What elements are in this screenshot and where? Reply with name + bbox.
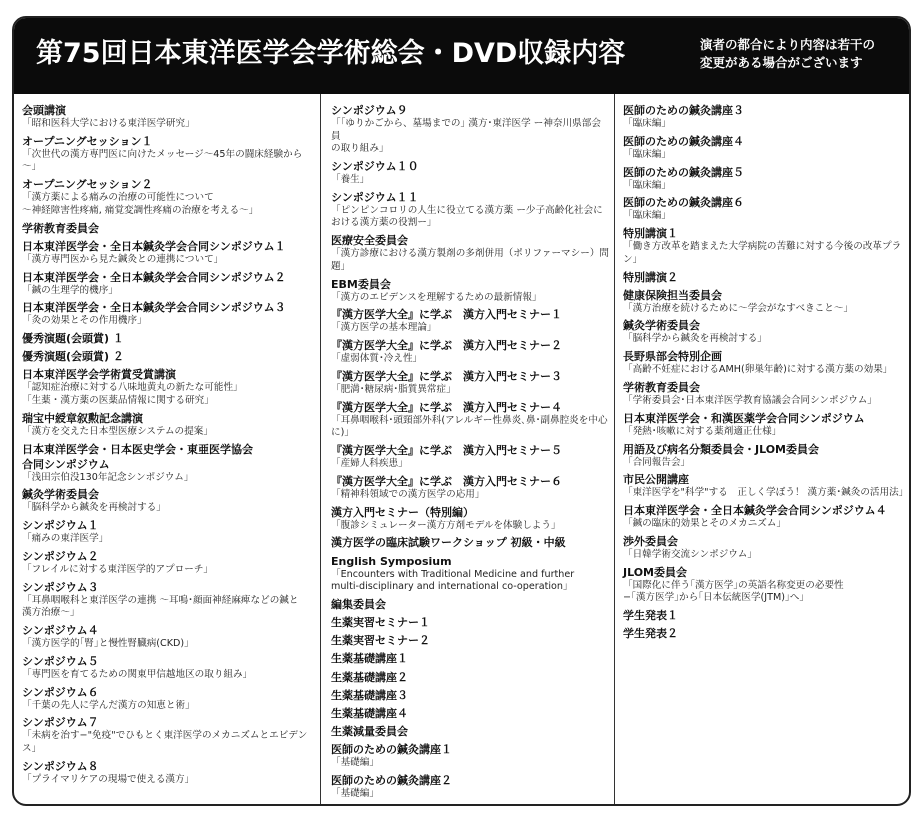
session-title: 日本東洋医学会・和漢医薬学会合同シンポジウム: [623, 411, 865, 425]
program-entry: [331, 277, 610, 305]
session-subtitle: 「精神科領域での漢方医学の応用」: [331, 488, 485, 500]
program-entry: [331, 615, 610, 630]
session-title: シンポジウム１: [22, 519, 99, 533]
program-entry: [331, 535, 610, 550]
session-subtitle: 「国際化に伴う｢漢方医学｣の英語名称変更の必要性 −｢漢方医学｣から｢日本伝統医学(JTM)｣へ」: [623, 579, 844, 604]
session-title: 生薬減量委員会: [331, 725, 408, 739]
program-entry: [623, 503, 904, 531]
session-title: シンポジウム１０: [331, 159, 419, 173]
header-note-line-1: 演者の都合により内容は若干の: [700, 37, 876, 52]
program-entry: [331, 233, 610, 273]
program-entry: [22, 134, 312, 174]
session-title: 渉外委員会: [623, 534, 678, 548]
program-columns: [14, 94, 909, 804]
program-entry: [331, 724, 610, 739]
session-subtitle: 「臨床編」: [623, 210, 671, 222]
session-subtitle: 「耳鼻咽喉科･頭頸部外科(アレルギー性鼻炎､鼻･副鼻腔炎を中心に)」: [331, 414, 608, 439]
session-subtitle: 「認知症治療に対する八味地黄丸の新たな可能性」 「生薬・漢方薬の医薬品情報に関する研究」: [22, 382, 243, 407]
program-entry: [331, 670, 610, 685]
session-subtitle: 「漢方治療を続けるために～学会がなすべきこと～」: [623, 302, 854, 314]
program-entry: [331, 443, 610, 471]
program-entry: [331, 474, 610, 502]
session-title: 生薬実習セミナー１: [331, 616, 430, 630]
session-title: 瑞宝中綬章叙勲記念講演: [22, 411, 143, 425]
session-title: 漢方入門セミナー（特別編）: [331, 505, 474, 519]
session-subtitle: 「漢方専門医から見た鍼灸との連携について」: [22, 253, 224, 265]
session-subtitle: 「合同報告会」: [623, 456, 691, 468]
program-entry: [623, 349, 904, 377]
program-entry: [623, 165, 904, 193]
session-subtitle: 「高齢不妊症におけるAMH(卵巣年齢)に対する漢方薬の効果」: [623, 364, 893, 376]
session-title: 優秀演題(会頭賞) ２: [22, 350, 124, 364]
session-subtitle: 「Encounters with Traditional Medicine and further multi-disciplinary and international co-operation」: [331, 568, 575, 593]
session-title: 特別講演１: [623, 227, 678, 241]
program-entry: [22, 580, 312, 620]
program-column-2: [320, 94, 610, 804]
session-subtitle: 「灸の効果とその作用機序」: [22, 315, 147, 327]
program-entry: [623, 134, 904, 162]
program-entry: [331, 338, 610, 366]
session-title: シンポジウム２: [22, 549, 99, 563]
session-title: 『漢方医学大全』に学ぶ 漢方入門セミナー１: [331, 308, 562, 322]
session-subtitle: 「漢方を交えた日本型医療システムの提案」: [22, 425, 213, 437]
program-entry: [22, 221, 312, 236]
session-title: 日本東洋医学会・全日本鍼灸学会合同シンポジウム１: [22, 239, 286, 253]
session-title: 学術教育委員会: [22, 221, 99, 235]
session-title: 日本東洋医学会・全日本鍼灸学会合同シンポジウム２: [22, 270, 286, 284]
program-entry: [22, 518, 312, 546]
session-title: 日本東洋医学会・日本医史学会・東亜医学協会 合同シンポジウム: [22, 442, 253, 471]
program-entry: [22, 300, 312, 328]
program-entry: [331, 190, 610, 230]
program-entry: [623, 411, 904, 439]
page-title: 第75回日本東洋医学会学術総会・DVD収録内容: [36, 38, 626, 69]
session-subtitle: 「腹診シミュレーター漢方方剤モデルを体験しよう」: [331, 519, 561, 531]
session-subtitle: 「東洋医学を"科学"する 正しく学ぼう！ 漢方薬･鍼灸の活用法」: [623, 487, 909, 499]
session-title: 医師のための鍼灸講座４: [623, 134, 744, 148]
session-subtitle: 「次世代の漢方専門医に向けたメッセージ～45年の闘床経験から～」: [22, 148, 303, 173]
session-title: 健康保険担当委員会: [623, 288, 722, 302]
session-title: JLOM委員会: [623, 565, 688, 579]
session-subtitle: 「フレイルに対する東洋医学的アプローチ」: [22, 563, 214, 575]
session-subtitle: 「千葉の先人に学んだ漢方の知恵と術」: [22, 699, 195, 711]
session-title: 市民公開講座: [623, 473, 689, 487]
session-title: 生薬実習セミナー２: [331, 634, 430, 648]
program-entry: [623, 103, 904, 131]
session-subtitle: 「臨床編」: [623, 179, 671, 191]
program-entry: [22, 411, 312, 439]
session-title: 『漢方医学大全』に学ぶ 漢方入門セミナー４: [331, 400, 562, 414]
session-subtitle: 「発熱･咳嗽に対する薬剤適正仕様」: [623, 425, 782, 437]
session-title: 『漢方医学大全』に学ぶ 漢方入門セミナー３: [331, 369, 562, 383]
session-title: 日本東洋医学会学術賞受賞講演: [22, 368, 176, 382]
program-entry: [331, 597, 610, 612]
session-title: オープニングセッション１: [22, 134, 153, 148]
program-entry: [623, 472, 909, 500]
program-entry: [22, 623, 312, 651]
session-subtitle: 「｢ゆりかごから、墓場までの｣ 漢方･東洋医学 ー神奈川県部会員 の取り組み」: [331, 118, 601, 155]
session-subtitle: 「漢方診療における漢方製剤の多剤併用（ポリファーマシー）問題」: [331, 248, 610, 272]
session-title: 特別講演２: [623, 270, 678, 284]
session-subtitle: 「漢方医学的｢腎｣と慢性腎臓病(CKD)」: [22, 638, 194, 650]
program-entry: [623, 318, 904, 346]
session-title: 会頭講演: [22, 104, 66, 117]
program-entry: [331, 554, 610, 594]
session-title: 日本東洋医学会・全日本鍼灸学会合同シンポジウム３: [22, 301, 286, 315]
program-entry: [22, 270, 312, 298]
session-subtitle: 「ピンピンコロリの人生に役立てる漢方薬 ー少子高齢化社会に おける漢方薬の役割ー」: [331, 204, 603, 229]
session-title: シンポジウム１１: [331, 190, 419, 204]
session-title: 鍼灸学術委員会: [22, 488, 99, 502]
session-subtitle: 「虚弱体質･冷え性」: [331, 353, 423, 365]
program-entry: [331, 742, 610, 770]
session-subtitle: 「働き方改革を踏まえた大学病院の苦難に対する今後の改革プラン」: [623, 241, 902, 265]
session-subtitle: 「漢方のエビデンスを理解するための最新情報」: [331, 291, 542, 303]
session-title: シンポジウム６: [22, 685, 99, 699]
program-entry: [22, 239, 312, 267]
session-subtitle: 「養生」: [331, 173, 370, 185]
program-entry: [22, 349, 312, 364]
session-title: 漢方医学の臨床試験ワークショップ 初級・中級: [331, 536, 566, 550]
session-subtitle: 「未病を治す−"免疫"でひもとく東洋医学のメカニズムとエビデンス」: [22, 730, 308, 755]
session-title: シンポジウム７: [22, 716, 99, 730]
session-subtitle: 「日韓学術交流シンポジウム」: [623, 548, 757, 560]
session-subtitle: 「基礎編」: [331, 788, 379, 800]
header-note: [700, 36, 875, 72]
session-subtitle: 「産婦人科疾患」: [331, 458, 408, 469]
session-title: 生薬基礎講座２: [331, 670, 408, 684]
program-entry: [331, 773, 610, 801]
program-entry: [22, 685, 312, 713]
header-banner: [14, 18, 909, 94]
session-title: 優秀演題(会頭賞) １: [22, 332, 124, 346]
session-title: 用語及び病名分類委員会・JLOM委員会: [623, 442, 820, 456]
program-frame: [12, 16, 911, 806]
program-entry: [22, 487, 312, 515]
program-entry: [331, 400, 610, 440]
program-entry: [331, 688, 610, 703]
session-title: 編集委員会: [331, 597, 386, 611]
session-title: 『漢方医学大全』に学ぶ 漢方入門セミナー２: [331, 339, 562, 353]
session-title: オープニングセッション２: [22, 178, 153, 192]
session-title: シンポジウム８: [22, 759, 99, 773]
program-entry: [623, 565, 904, 605]
program-entry: [22, 103, 312, 131]
program-entry: [22, 442, 312, 485]
session-title: 生薬基礎講座１: [331, 652, 408, 666]
program-entry: [22, 549, 312, 577]
program-entry: [331, 103, 610, 156]
program-entry: [623, 226, 904, 266]
program-entry: [331, 706, 610, 721]
program-entry: [331, 307, 610, 335]
session-title: シンポジウム５: [22, 654, 99, 668]
program-entry: [623, 288, 904, 316]
session-title: 医師のための鍼灸講座２: [331, 774, 452, 788]
program-entry: [623, 608, 904, 623]
session-title: English Symposium: [331, 554, 452, 568]
session-title: 医師のための鍼灸講座５: [623, 165, 744, 179]
program-entry: [331, 369, 610, 397]
session-subtitle: 「脳科学から鍼灸を再検討する」: [22, 502, 166, 514]
program-entry: [623, 534, 904, 562]
session-subtitle: 「昭和医科大学における東洋医学研究」: [22, 118, 195, 129]
session-title: 学生発表１: [623, 609, 678, 623]
program-entry: [331, 159, 610, 187]
session-title: 学生発表２: [623, 627, 678, 641]
program-entry: [22, 715, 312, 755]
session-subtitle: 「鍼の臨床的効果とそのメカニズム」: [623, 518, 787, 530]
session-title: 医師のための鍼灸講座１: [331, 743, 452, 757]
session-title: 長野県部会特別企画: [623, 350, 722, 364]
session-subtitle: 「耳鼻咽喉科と東洋医学の連携 ～耳鳴･顔面神経麻痺などの鍼と 漢方治療～」: [22, 594, 299, 619]
session-subtitle: 「漢方医学の基本理論」: [331, 322, 437, 334]
session-subtitle: 「臨床編」: [623, 118, 671, 129]
program-entry: [623, 380, 904, 408]
session-title: 生薬基礎講座４: [331, 707, 408, 721]
program-entry: [22, 654, 312, 682]
program-entry: [623, 270, 904, 285]
session-title: 学術教育委員会: [623, 381, 700, 395]
header-note-line-2: 変更がある場合がございます: [700, 55, 863, 70]
session-subtitle: 「基礎編」: [331, 757, 379, 769]
program-entry: [22, 759, 312, 787]
program-entry: [331, 633, 610, 648]
session-subtitle: 「漢方薬による痛みの治療の可能性について ～神経障害性疼痛, 痛覚変調性疼痛の治療を考える～」: [22, 192, 259, 216]
program-entry: [22, 177, 312, 217]
session-title: 日本東洋医学会・全日本鍼灸学会合同シンポジウム４: [623, 504, 887, 518]
session-title: EBM委員会: [331, 277, 391, 291]
session-title: 医師のための鍼灸講座６: [623, 196, 744, 210]
session-subtitle: 「浅田宗伯没130年記念シンポジウム」: [22, 471, 194, 483]
session-subtitle: 「脳科学から鍼灸を再検討する」: [623, 333, 767, 345]
session-title: シンポジウム９: [331, 104, 408, 117]
session-subtitle: 「肥満･糖尿病･脂質異常症」: [331, 383, 456, 395]
session-title: 生薬基礎講座３: [331, 688, 408, 702]
program-entry: [623, 442, 904, 470]
session-title: 『漢方医学大全』に学ぶ 漢方入門セミナー５: [331, 444, 562, 457]
session-title: 『漢方医学大全』に学ぶ 漢方入門セミナー６: [331, 474, 562, 488]
session-subtitle: 「痛みの東洋医学」: [22, 533, 109, 545]
session-title: 医師のための鍼灸講座３: [623, 104, 744, 117]
session-title: シンポジウム３: [22, 580, 99, 594]
program-entry: [623, 195, 904, 223]
program-entry: [331, 651, 610, 666]
program-column-3: [614, 94, 909, 804]
program-column-1: [22, 94, 312, 804]
session-subtitle: 「臨床編」: [623, 148, 671, 160]
session-title: シンポジウム４: [22, 624, 99, 638]
session-title: 医療安全委員会: [331, 234, 408, 248]
session-subtitle: 「鍼の生理学的機序」: [22, 284, 118, 296]
session-subtitle: 「プライマリケアの現場で使える漢方」: [22, 773, 195, 785]
program-entry: [22, 367, 312, 407]
program-entry: [331, 505, 610, 533]
session-subtitle: 「学術委員会･日本東洋医学教育協議会合同シンポジウム」: [623, 395, 877, 407]
program-entry: [623, 626, 904, 641]
program-entry: [22, 331, 312, 346]
session-title: 鍼灸学術委員会: [623, 319, 700, 333]
session-subtitle: 「専門医を育てるための関東甲信越地区の取り組み」: [22, 668, 253, 680]
